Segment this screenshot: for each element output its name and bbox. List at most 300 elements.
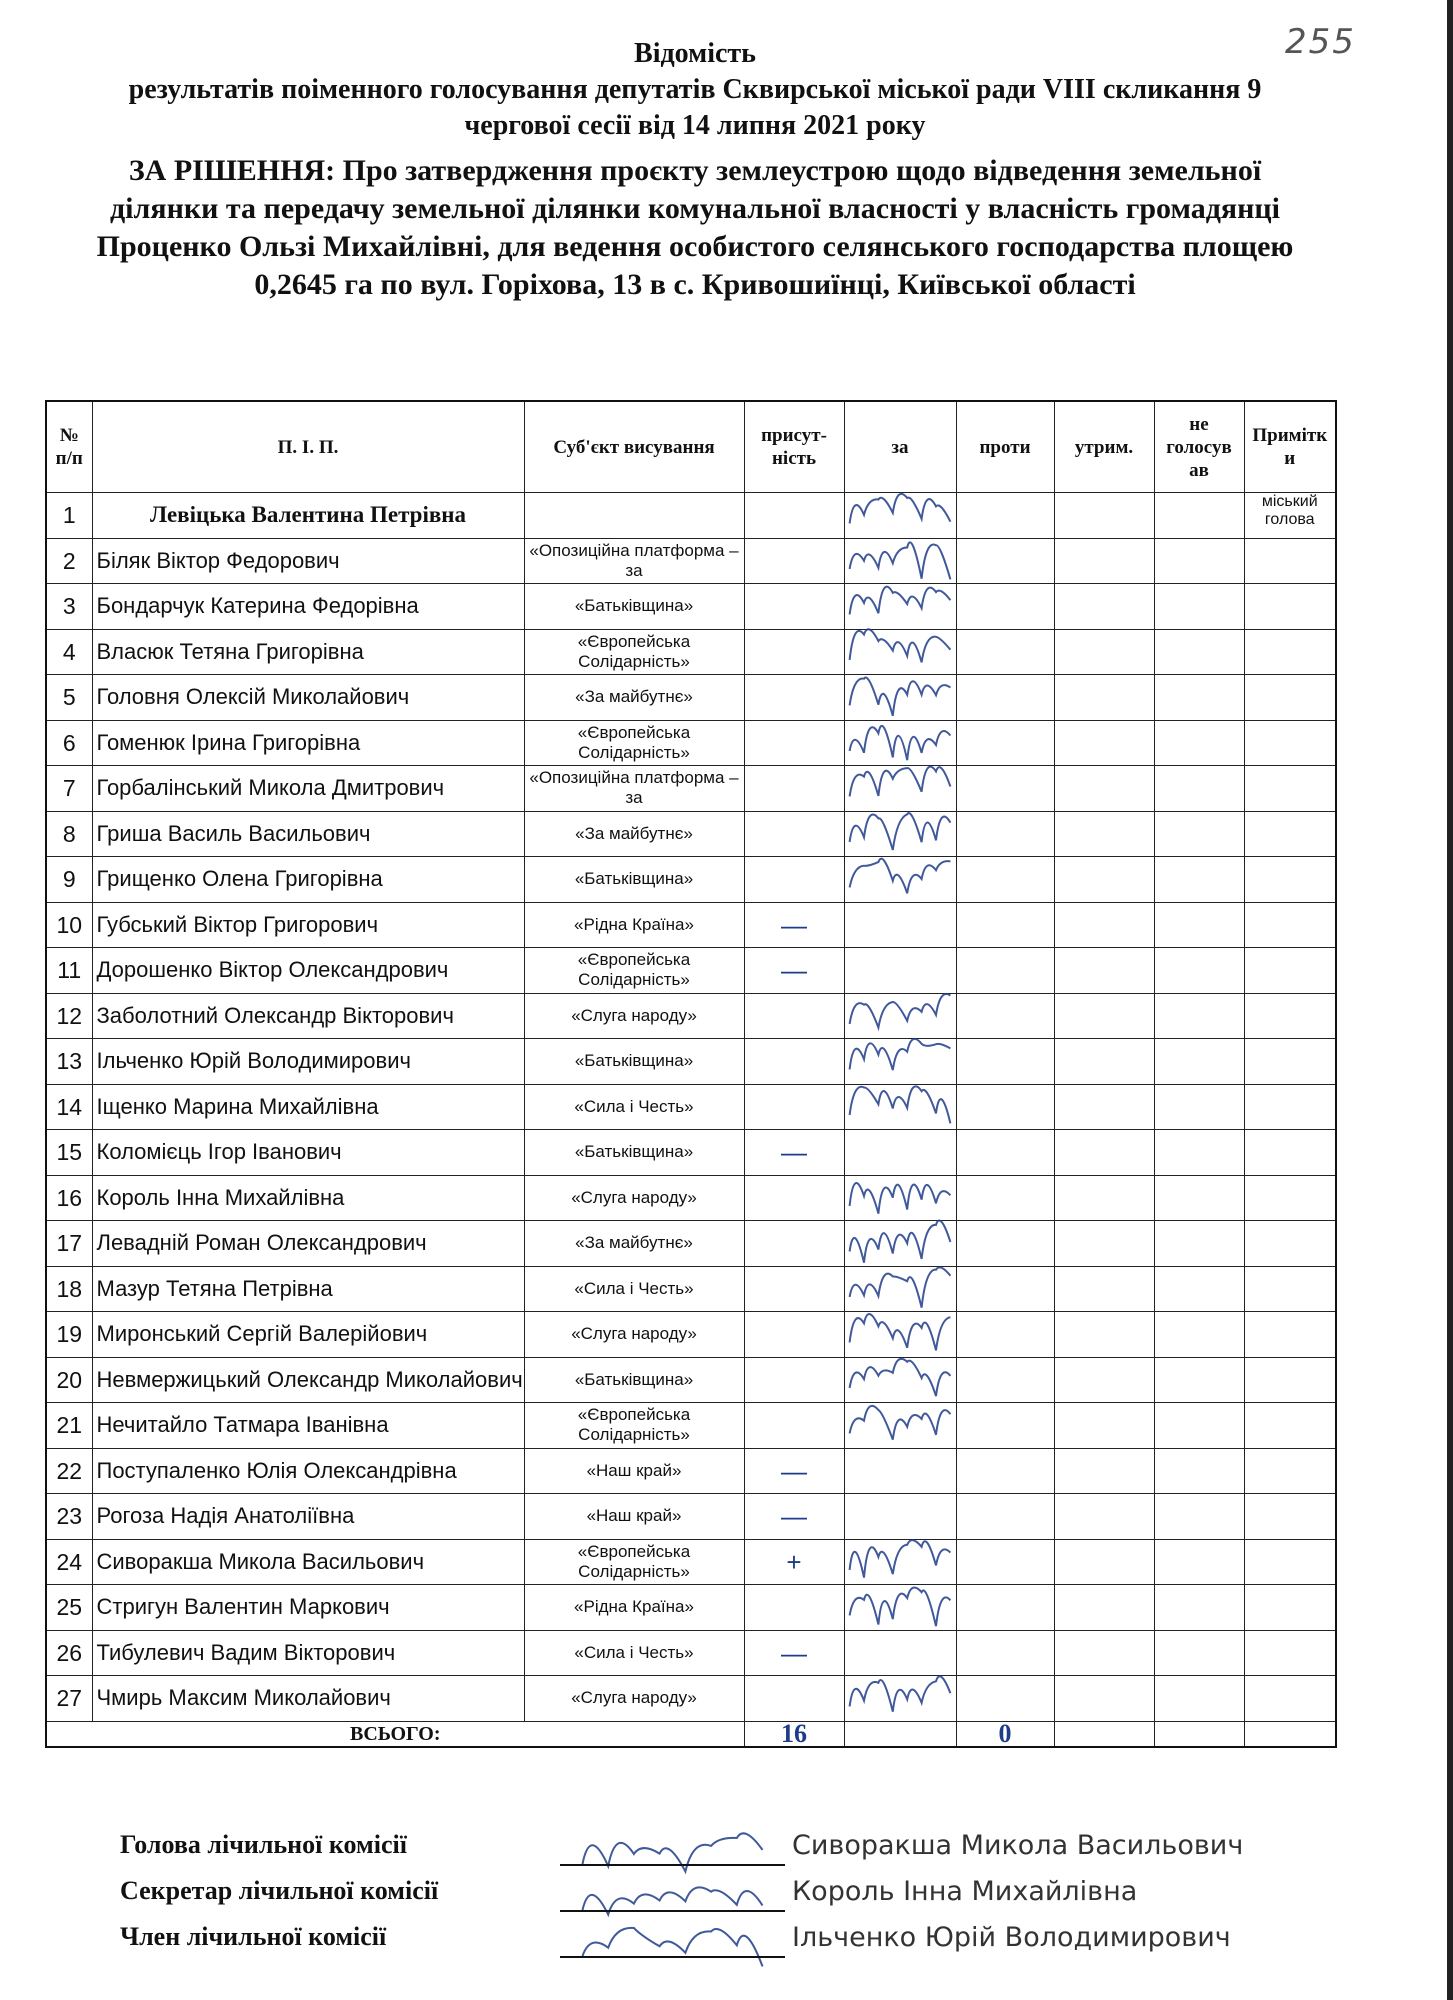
nominating-party: «За майбутнє»: [524, 811, 744, 857]
document-title: Відомість: [634, 38, 756, 69]
nominating-party: [524, 493, 744, 539]
subtitle-line-1: результатів поіменного голосування депутатів Сквирської міської ради VIII скликання 9: [128, 74, 1262, 105]
signature-role: Голова лічильної комісії: [120, 1830, 407, 1859]
col-not-voted-header: не голосув ав: [1154, 401, 1244, 493]
signature-role: Член лічильної комісії: [120, 1922, 387, 1951]
row-number: 7: [46, 766, 92, 812]
abstain-vote: [1054, 1448, 1154, 1494]
abstain-vote: [1054, 1357, 1154, 1403]
note: [1244, 720, 1336, 766]
deputy-name: Ільченко Юрій Володимирович: [92, 1039, 524, 1085]
present-mark: —: [744, 1448, 844, 1494]
against-vote: [956, 1130, 1054, 1176]
abstain-vote: [1054, 857, 1154, 903]
deputy-name: Миронський Сергій Валерійович: [92, 1312, 524, 1358]
present-mark: [744, 1585, 844, 1631]
present-mark: [744, 720, 844, 766]
abstain-vote: [1054, 1266, 1154, 1312]
present-mark: [744, 1266, 844, 1312]
row-number: 4: [46, 629, 92, 675]
abstain-vote: [1054, 1630, 1154, 1676]
table-row: [46, 538, 1336, 584]
table-row: [46, 1130, 1336, 1176]
table-row: [46, 584, 1336, 630]
present-mark: [744, 1039, 844, 1085]
note: [1244, 902, 1336, 948]
present-mark: —: [744, 1130, 844, 1176]
for-vote: [844, 538, 956, 584]
deputy-name: Левіцька Валентина Петрівна: [92, 493, 524, 539]
table-row: [46, 1175, 1336, 1221]
decision-text: [30, 152, 1360, 304]
deputy-name: Горбалінський Микола Дмитрович: [92, 766, 524, 812]
nominating-party: «Опозиційна платформа – за: [524, 766, 744, 812]
signature-name: Король Інна Михайлівна: [792, 1876, 1138, 1907]
deputy-name: Головня Олексій Миколайович: [92, 675, 524, 721]
for-vote: [844, 1039, 956, 1085]
nominating-party: «За майбутнє»: [524, 675, 744, 721]
not-voted: [1154, 538, 1244, 584]
note: [1244, 584, 1336, 630]
deputy-name: Король Інна Михайлівна: [92, 1175, 524, 1221]
nominating-party: «Слуга народу»: [524, 1312, 744, 1358]
commission-signatures: [40, 1830, 1360, 1968]
decision-line-4: 0,2645 га по вул. Горіхова, 13 в с. Кривошиїнці, Київської області: [254, 268, 1136, 301]
for-vote: [844, 1539, 956, 1585]
deputy-name: Гоменюк Ірина Григорівна: [92, 720, 524, 766]
for-vote: [844, 902, 956, 948]
table-row: [46, 1494, 1336, 1540]
present-mark: [744, 629, 844, 675]
for-vote: [844, 1357, 956, 1403]
voting-table: [45, 400, 1337, 1748]
total-label: ВСЬОГО:: [46, 1721, 744, 1747]
table-row: [46, 629, 1336, 675]
not-voted: [1154, 1175, 1244, 1221]
present-mark: [744, 766, 844, 812]
row-number: 19: [46, 1312, 92, 1358]
deputy-name: Стригун Валентин Маркович: [92, 1585, 524, 1631]
row-number: 26: [46, 1630, 92, 1676]
row-number: 17: [46, 1221, 92, 1267]
abstain-vote: [1054, 629, 1154, 675]
note: [1244, 1130, 1336, 1176]
against-vote: [956, 1630, 1054, 1676]
deputy-name: Левадній Роман Олександрович: [92, 1221, 524, 1267]
table-row: [46, 1448, 1336, 1494]
table-row: [46, 1585, 1336, 1631]
table-row: [46, 1039, 1336, 1085]
abstain-vote: [1054, 584, 1154, 630]
note: [1244, 948, 1336, 994]
abstain-vote: [1054, 1221, 1154, 1267]
col-name-header: П. І. П.: [92, 401, 524, 493]
row-number: 20: [46, 1357, 92, 1403]
not-voted: [1154, 1084, 1244, 1130]
abstain-vote: [1054, 1676, 1154, 1722]
document-header: [30, 36, 1360, 304]
present-mark: [744, 1084, 844, 1130]
against-vote: [956, 1084, 1054, 1130]
table-row: [46, 1084, 1336, 1130]
signature-name: Сиворакша Микола Васильович: [792, 1830, 1244, 1861]
for-vote: [844, 1266, 956, 1312]
not-voted: [1154, 584, 1244, 630]
nominating-party: «Слуга народу»: [524, 1676, 744, 1722]
table-row: [46, 1221, 1336, 1267]
deputy-name: Біляк Віктор Федорович: [92, 538, 524, 584]
present-mark: [744, 1403, 844, 1449]
deputy-name: Рогоза Надія Анатоліївна: [92, 1494, 524, 1540]
row-number: 22: [46, 1448, 92, 1494]
present-mark: [744, 538, 844, 584]
for-vote: [844, 1403, 956, 1449]
not-voted: [1154, 629, 1244, 675]
total-for: [844, 1721, 956, 1747]
for-vote: [844, 993, 956, 1039]
abstain-vote: [1054, 538, 1154, 584]
note: [1244, 811, 1336, 857]
col-party-header: Суб'єкт висування: [524, 401, 744, 493]
nominating-party: «Наш край»: [524, 1494, 744, 1540]
against-vote: [956, 1266, 1054, 1312]
against-vote: [956, 1221, 1054, 1267]
note: [1244, 857, 1336, 903]
col-num-header: № п/п: [46, 401, 92, 493]
for-vote: [844, 675, 956, 721]
nominating-party: «Європейська Солідарність»: [524, 1539, 744, 1585]
not-voted: [1154, 948, 1244, 994]
abstain-vote: [1054, 1039, 1154, 1085]
table-row: [46, 493, 1336, 539]
against-vote: [956, 1448, 1054, 1494]
table-row: [46, 993, 1336, 1039]
for-vote: [844, 1221, 956, 1267]
row-number: 6: [46, 720, 92, 766]
row-number: 5: [46, 675, 92, 721]
present-mark: —: [744, 948, 844, 994]
present-mark: [744, 493, 844, 539]
not-voted: [1154, 1539, 1244, 1585]
note: [1244, 1403, 1336, 1449]
note: [1244, 993, 1336, 1039]
present-mark: —: [744, 1494, 844, 1540]
col-abstain-header: утрим.: [1054, 401, 1154, 493]
deputy-name: Губський Віктор Григорович: [92, 902, 524, 948]
nominating-party: «Батьківщина»: [524, 1130, 744, 1176]
for-vote: [844, 629, 956, 675]
abstain-vote: [1054, 993, 1154, 1039]
scan-edge: [1447, 0, 1453, 2000]
row-number: 21: [46, 1403, 92, 1449]
note: міський голова: [1244, 493, 1336, 539]
nominating-party: «Слуга народу»: [524, 993, 744, 1039]
abstain-vote: [1054, 675, 1154, 721]
against-vote: [956, 1539, 1054, 1585]
not-voted: [1154, 1403, 1244, 1449]
row-number: 9: [46, 857, 92, 903]
for-vote: [844, 1312, 956, 1358]
note: [1244, 1630, 1336, 1676]
signature-line: [560, 1956, 785, 1958]
decision-line-1: ЗА РІШЕННЯ: Про затвердження проєкту землеустрою щодо відведення земельної: [128, 154, 1262, 187]
against-vote: [956, 584, 1054, 630]
present-mark: [744, 1357, 844, 1403]
row-number: 27: [46, 1676, 92, 1722]
deputy-name: Мазур Тетяна Петрівна: [92, 1266, 524, 1312]
not-voted: [1154, 1630, 1244, 1676]
abstain-vote: [1054, 1175, 1154, 1221]
present-mark: +: [744, 1539, 844, 1585]
for-vote: [844, 1175, 956, 1221]
against-vote: [956, 902, 1054, 948]
total-abstain: [1054, 1721, 1154, 1747]
abstain-vote: [1054, 948, 1154, 994]
row-number: 12: [46, 993, 92, 1039]
present-mark: [744, 993, 844, 1039]
abstain-vote: [1054, 766, 1154, 812]
nominating-party: «Наш край»: [524, 1448, 744, 1494]
abstain-vote: [1054, 1312, 1154, 1358]
for-vote: [844, 584, 956, 630]
for-vote: [844, 493, 956, 539]
against-vote: [956, 766, 1054, 812]
against-vote: [956, 1494, 1054, 1540]
total-not-voted: [1154, 1721, 1244, 1747]
nominating-party: «Опозиційна платформа – за: [524, 538, 744, 584]
total-against: 0: [956, 1721, 1054, 1747]
note: [1244, 1175, 1336, 1221]
not-voted: [1154, 1494, 1244, 1540]
note: [1244, 1448, 1336, 1494]
against-vote: [956, 811, 1054, 857]
against-vote: [956, 1403, 1054, 1449]
table-row: [46, 1403, 1336, 1449]
table-row: [46, 1676, 1336, 1722]
col-for-header: за: [844, 401, 956, 493]
nominating-party: «Сила і Честь»: [524, 1084, 744, 1130]
row-number: 24: [46, 1539, 92, 1585]
not-voted: [1154, 902, 1244, 948]
col-present-header: присут-ність: [744, 401, 844, 493]
abstain-vote: [1054, 1130, 1154, 1176]
row-number: 13: [46, 1039, 92, 1085]
nominating-party: «Рідна Країна»: [524, 1585, 744, 1631]
for-vote: [844, 857, 956, 903]
signature-row: [40, 1876, 1360, 1922]
not-voted: [1154, 857, 1244, 903]
not-voted: [1154, 1676, 1244, 1722]
present-mark: —: [744, 902, 844, 948]
present-mark: [744, 1676, 844, 1722]
total-present: 16: [744, 1721, 844, 1747]
signature-name: Ільченко Юрій Володимирович: [792, 1922, 1231, 1953]
against-vote: [956, 1175, 1054, 1221]
col-note-header: Примітк и: [1244, 401, 1336, 493]
present-mark: [744, 811, 844, 857]
table-row: [46, 857, 1336, 903]
nominating-party: «Батьківщина»: [524, 857, 744, 903]
note: [1244, 675, 1336, 721]
signature-line: [560, 1910, 785, 1912]
abstain-vote: [1054, 1084, 1154, 1130]
not-voted: [1154, 1039, 1244, 1085]
for-vote: [844, 948, 956, 994]
table-row: [46, 1357, 1336, 1403]
note: [1244, 1312, 1336, 1358]
total-note: [1244, 1721, 1336, 1747]
table-row: [46, 948, 1336, 994]
for-vote: [844, 1676, 956, 1722]
for-vote: [844, 1585, 956, 1631]
against-vote: [956, 1039, 1054, 1085]
decision-line-2: ділянки та передачу земельної ділянки комунальної власності у власність громадянці: [110, 192, 1280, 225]
not-voted: [1154, 720, 1244, 766]
for-vote: [844, 811, 956, 857]
row-number: 3: [46, 584, 92, 630]
signature-row: [40, 1922, 1360, 1968]
row-number: 11: [46, 948, 92, 994]
row-number: 10: [46, 902, 92, 948]
nominating-party: «За майбутнє»: [524, 1221, 744, 1267]
signature-line: [560, 1864, 785, 1866]
for-vote: [844, 720, 956, 766]
against-vote: [956, 538, 1054, 584]
note: [1244, 766, 1336, 812]
present-mark: [744, 1312, 844, 1358]
against-vote: [956, 1585, 1054, 1631]
abstain-vote: [1054, 1403, 1154, 1449]
not-voted: [1154, 675, 1244, 721]
nominating-party: «Рідна Країна»: [524, 902, 744, 948]
not-voted: [1154, 1130, 1244, 1176]
not-voted: [1154, 1585, 1244, 1631]
note: [1244, 1539, 1336, 1585]
against-vote: [956, 720, 1054, 766]
row-number: 18: [46, 1266, 92, 1312]
row-number: 25: [46, 1585, 92, 1631]
note: [1244, 1084, 1336, 1130]
note: [1244, 629, 1336, 675]
for-vote: [844, 1448, 956, 1494]
against-vote: [956, 493, 1054, 539]
note: [1244, 538, 1336, 584]
nominating-party: «Батьківщина»: [524, 1357, 744, 1403]
row-number: 23: [46, 1494, 92, 1540]
nominating-party: «Батьківщина»: [524, 1039, 744, 1085]
nominating-party: «Сила і Честь»: [524, 1630, 744, 1676]
not-voted: [1154, 1266, 1244, 1312]
note: [1244, 1494, 1336, 1540]
table-row: [46, 675, 1336, 721]
deputy-name: Грищенко Олена Григорівна: [92, 857, 524, 903]
deputy-name: Нечитайло Татмара Іванівна: [92, 1403, 524, 1449]
row-number: 8: [46, 811, 92, 857]
row-number: 2: [46, 538, 92, 584]
present-mark: [744, 675, 844, 721]
nominating-party: «Європейська Солідарність»: [524, 720, 744, 766]
nominating-party: «Європейська Солідарність»: [524, 948, 744, 994]
col-against-header: проти: [956, 401, 1054, 493]
row-number: 14: [46, 1084, 92, 1130]
table-row: [46, 1630, 1336, 1676]
not-voted: [1154, 811, 1244, 857]
table-row: [46, 720, 1336, 766]
note: [1244, 1676, 1336, 1722]
against-vote: [956, 1357, 1054, 1403]
against-vote: [956, 629, 1054, 675]
nominating-party: «Європейська Солідарність»: [524, 629, 744, 675]
against-vote: [956, 948, 1054, 994]
table-row: [46, 1266, 1336, 1312]
abstain-vote: [1054, 720, 1154, 766]
deputy-name: Власюк Тетяна Григорівна: [92, 629, 524, 675]
against-vote: [956, 857, 1054, 903]
deputy-name: Чмирь Максим Миколайович: [92, 1676, 524, 1722]
against-vote: [956, 675, 1054, 721]
abstain-vote: [1054, 493, 1154, 539]
present-mark: [744, 1221, 844, 1267]
deputy-name: Коломієць Ігор Іванович: [92, 1130, 524, 1176]
subtitle-line-2: чергової сесії від 14 липня 2021 року: [464, 110, 926, 141]
nominating-party: «Слуга народу»: [524, 1175, 744, 1221]
not-voted: [1154, 993, 1244, 1039]
present-mark: [744, 1175, 844, 1221]
abstain-vote: [1054, 902, 1154, 948]
against-vote: [956, 993, 1054, 1039]
present-mark: [744, 584, 844, 630]
row-number: 16: [46, 1175, 92, 1221]
note: [1244, 1266, 1336, 1312]
abstain-vote: [1054, 1494, 1154, 1540]
note: [1244, 1585, 1336, 1631]
row-number: 1: [46, 493, 92, 539]
for-vote: [844, 1630, 956, 1676]
note: [1244, 1221, 1336, 1267]
deputy-name: Тибулевич Вадим Вікторович: [92, 1630, 524, 1676]
signature-role: Секретар лічильної комісії: [120, 1876, 439, 1905]
not-voted: [1154, 1221, 1244, 1267]
note: [1244, 1039, 1336, 1085]
abstain-vote: [1054, 1539, 1154, 1585]
not-voted: [1154, 766, 1244, 812]
row-number: 15: [46, 1130, 92, 1176]
table-header-row: [46, 401, 1336, 493]
deputy-name: Невмержицький Олександр Миколайович: [92, 1357, 524, 1403]
decision-line-3: Проценко Ользі Михайлівні, для ведення особистого селянського господарства площею: [96, 230, 1294, 263]
for-vote: [844, 1084, 956, 1130]
note: [1244, 1357, 1336, 1403]
for-vote: [844, 1494, 956, 1540]
nominating-party: «Сила і Честь»: [524, 1266, 744, 1312]
table-row: [46, 811, 1336, 857]
not-voted: [1154, 1357, 1244, 1403]
table-row: [46, 1312, 1336, 1358]
signature-row: [40, 1830, 1360, 1876]
abstain-vote: [1054, 811, 1154, 857]
deputy-name: Поступаленко Юлія Олександрівна: [92, 1448, 524, 1494]
deputy-name: Іщенко Марина Михайлівна: [92, 1084, 524, 1130]
deputy-name: Сиворакша Микола Васильович: [92, 1539, 524, 1585]
deputy-name: Гриша Василь Васильович: [92, 811, 524, 857]
for-vote: [844, 766, 956, 812]
total-row: [46, 1721, 1336, 1747]
present-mark: [744, 857, 844, 903]
for-vote: [844, 1130, 956, 1176]
nominating-party: «Батьківщина»: [524, 584, 744, 630]
against-vote: [956, 1676, 1054, 1722]
table-row: [46, 1539, 1336, 1585]
